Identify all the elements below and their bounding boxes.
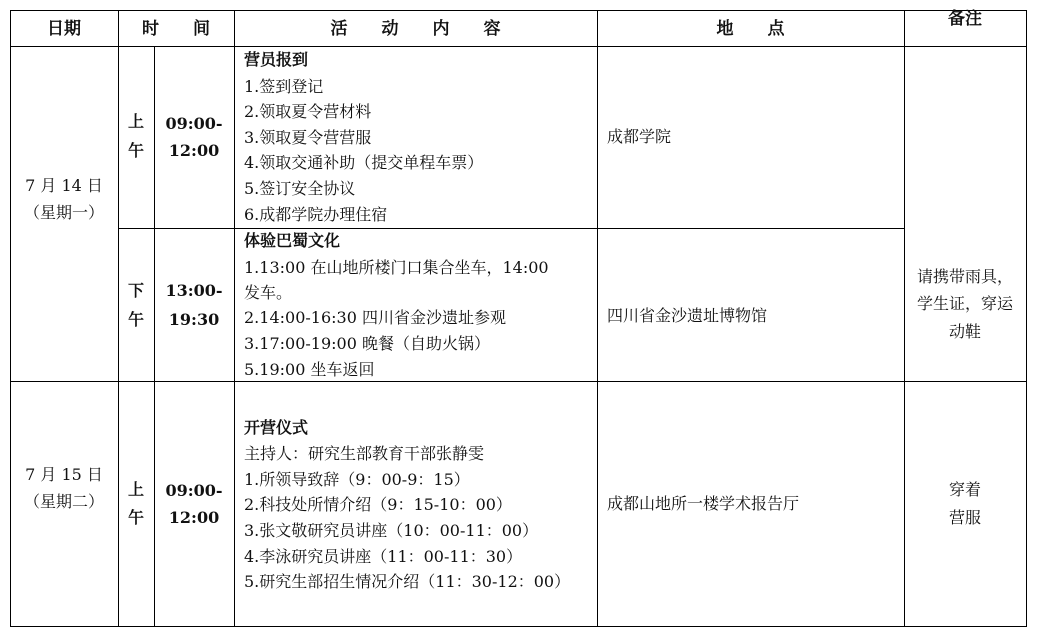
day2-morning-time: 09:00- <box>165 481 223 500</box>
day2-morning-time: 12:00 <box>168 508 220 527</box>
activity-item: 发车。 <box>244 283 293 302</box>
day1-weekday: （星期一） <box>23 203 104 222</box>
activity-item: 5.签订安全协议 <box>244 179 356 198</box>
header-time: 时 间 <box>142 19 210 39</box>
header-notes: 备注 <box>948 9 982 29</box>
header-location: 地 点 <box>716 19 785 39</box>
day2-morning-location: 成都山地所一楼学术报告厅 <box>607 494 800 513</box>
activity-item: 1.签到登记 <box>244 77 324 96</box>
grid-line <box>10 626 1027 627</box>
activity-item: 1.所领导致辞（9：00-9：15） <box>244 470 470 489</box>
day1-afternoon-title: 体验巴蜀文化 <box>244 231 341 250</box>
activity-item: 2.领取夏令营材料 <box>244 102 372 121</box>
activity-item: 3.领取夏令营营服 <box>244 128 372 147</box>
activity-item: 5.19:00 坐车返回 <box>244 360 375 379</box>
activity-item: 4.领取交通补助（提交单程车票） <box>244 153 484 172</box>
grid-line <box>597 10 598 627</box>
day1-morning-period: 上 <box>127 112 144 131</box>
grid-line <box>234 10 235 627</box>
grid-line <box>1026 10 1027 627</box>
grid-line <box>10 46 1027 47</box>
day2-morning-period: 上 <box>127 480 144 499</box>
day1-afternoon-period: 下 <box>127 281 144 300</box>
activity-item: 2.科技处所情介绍（9：15-10：00） <box>244 495 512 514</box>
day2-morning-title: 开营仪式 <box>244 418 309 437</box>
grid-line <box>904 10 905 627</box>
activity-item: 3.17:00-19:00 晚餐（自助火锅） <box>244 334 490 353</box>
day1-morning-period: 午 <box>127 141 144 160</box>
activity-item: 2.14:00-16:30 四川省金沙遗址参观 <box>244 308 506 327</box>
day2-date: 7 月 15 日 <box>25 465 103 484</box>
day1-afternoon-period: 午 <box>127 310 144 329</box>
day2-morning-notes: 营服 <box>948 508 981 527</box>
activity-item: 6.成都学院办理住宿 <box>244 205 388 224</box>
day1-afternoon-location: 四川省金沙遗址博物馆 <box>607 306 768 325</box>
grid-line <box>10 10 1027 11</box>
day1-afternoon-notes: 学生证，穿运 <box>916 294 1013 313</box>
activity-item: 4.李泳研究员讲座（11：00-11：30） <box>244 547 523 566</box>
day1-afternoon-time: 13:00- <box>165 281 223 300</box>
grid-line <box>10 10 11 627</box>
day1-morning-location: 成都学院 <box>607 127 672 146</box>
day1-morning-time: 09:00- <box>165 114 223 133</box>
day1-afternoon-notes: 请携带雨具， <box>916 267 1013 286</box>
day2-morning-notes: 穿着 <box>948 480 981 499</box>
grid-line <box>10 381 1027 382</box>
day1-morning-title: 营员报到 <box>244 50 309 69</box>
grid-line <box>118 228 905 229</box>
activity-item: 5.研究生部招生情况介绍（11：30-12：00） <box>244 572 571 591</box>
day2-weekday: （星期二） <box>23 492 104 511</box>
header-date: 日期 <box>47 19 81 39</box>
day1-morning-time: 12:00 <box>168 141 220 160</box>
day1-afternoon-notes: 动鞋 <box>948 322 981 341</box>
activity-item: 1.13:00 在山地所楼门口集合坐车，14:00 <box>244 258 549 277</box>
day1-afternoon-time: 19:30 <box>168 310 220 329</box>
activity-item: 主持人：研究生部教育干部张静雯 <box>244 444 485 463</box>
day1-date: 7 月 14 日 <box>25 176 103 195</box>
header-activity: 活 动 内 容 <box>330 19 501 39</box>
activity-item: 3.张文敬研究员讲座（10：00-11：00） <box>244 521 539 540</box>
day2-morning-period: 午 <box>127 508 144 527</box>
